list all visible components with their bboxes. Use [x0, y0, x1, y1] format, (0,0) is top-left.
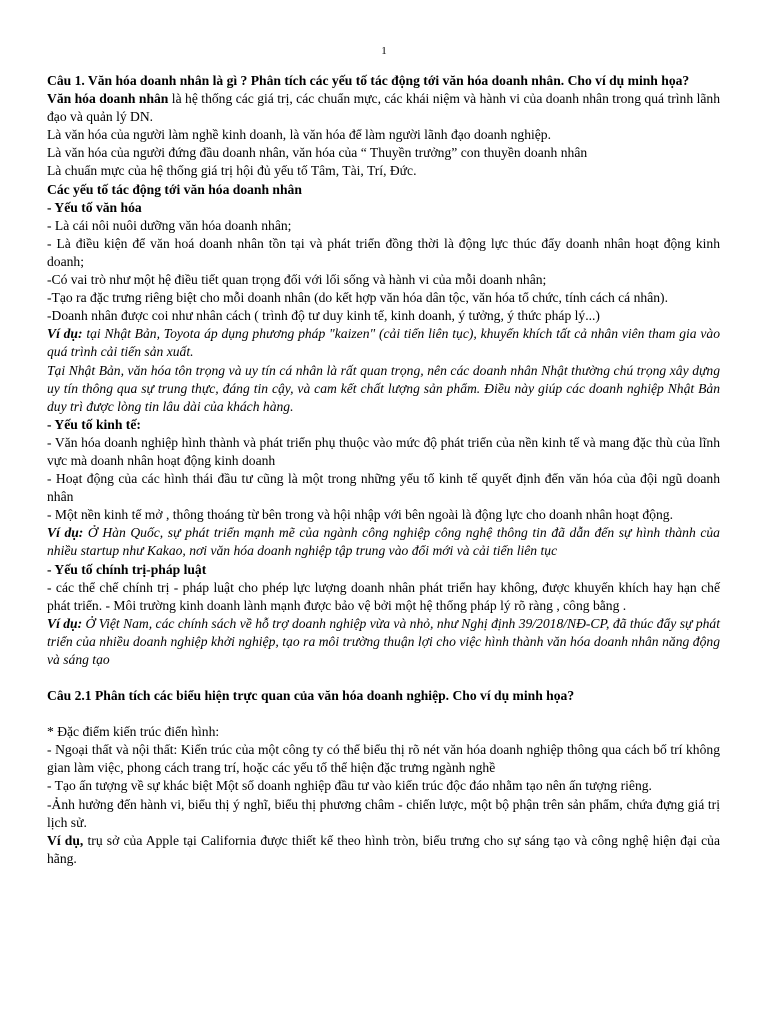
example-text: Ở Việt Nam, các chính sách về hỗ trợ doanh nghiệp vừa và nhỏ, như Nghị định 39/2018/NĐ-CP, đã thúc đẩy sự phát triển của nhiều doanh nghiệp khởi nghiệp, tạo ra môi trường thuận lợi cho việc hình thành văn hóa doanh nhân năng động và sáng tạo — [47, 615, 720, 667]
architecture-line: -Ảnh hưởng đến hành vi, biểu thị ý nghĩ, biểu thị phương châm - chiến lược, một bộ phận trên sản phẩm, chứa đựng giá trị lịch sử. — [47, 796, 720, 830]
section-gap — [47, 669, 720, 687]
architecture-example — [47, 832, 720, 868]
example-text: Ở Hàn Quốc, sự phát triển mạnh mẽ của ngành công nghiệp công nghệ thông tin đã dẫn đến sự hình thành của nhiều startup như Kakao, nơi văn hóa doanh nghiệp tập trung vào đổi mới và cải tiến liên tục — [47, 525, 720, 559]
definition-text: là hệ thống các giá trị, các chuẩn mực, các khái niệm và hành vi của doanh nhân trong quá trình lãnh đạo và quản lý DN. — [47, 91, 720, 125]
example-label: Ví dụ: — [47, 326, 83, 342]
question-2-title: Câu 2.1 Phân tích các biểu hiện trực quan của văn hóa doanh nghiệp. Cho ví dụ minh họa? — [47, 688, 575, 704]
page-content — [47, 72, 720, 868]
architecture-line: - Ngoại thất và nội thất: Kiến trúc của một công ty có thể biểu thị rõ nét văn hóa doanh nghiệp thông qua cách bố trí không gian làm việc, phong cách trang trí, hoặc các yếu tố thể hiện đặc trưng ngành nghề — [47, 742, 720, 776]
section-gap — [47, 705, 720, 723]
culture-line: -Tạo ra đặc trưng riêng biệt cho mỗi doanh nhân (do kết hợp văn hóa dân tộc, văn hóa tổ chức, tính cách cá nhân). — [47, 290, 668, 306]
culture-example-2: Tại Nhật Bản, văn hóa tôn trọng và uy tín cá nhân là rất quan trọng, nên các doanh nhân Nhật thường chú trọng xây dựng uy tín thông qua sự trung thực, đáng tin cậy, và cam kết chất lượng sản phẩm. Điều này giúp các doanh nghiệp Nhật Bản duy trì được lòng tin lâu dài của khách hàng. — [47, 362, 720, 414]
culture-line: - Là cái nôi nuôi dưỡng văn hóa doanh nhân; — [47, 217, 292, 233]
economy-line: - Văn hóa doanh nghiệp hình thành và phát triển phụ thuộc vào mức độ phát triển của nền kinh tế và mang đặc thù của lĩnh vực mà doanh nhân hoạt động kinh doanh — [47, 434, 720, 468]
economy-factor-heading: - Yếu tố kinh tế: — [47, 416, 141, 432]
culture-line: -Doanh nhân được coi như nhân cách ( trình độ tư duy kinh tế, kinh doanh, ý tưởng, ý thức pháp lý...) — [47, 308, 600, 324]
example-label: Ví dụ: — [47, 525, 84, 541]
culture-line: - Là điều kiện để văn hoá doanh nhân tồn tại và phát triển đồng thời là động lực thúc đẩy doanh nhân hoạt động kinh doanh; — [47, 235, 720, 269]
example-label: Ví dụ: — [47, 615, 83, 631]
definition-line-4: Là chuẩn mực của hệ thống giá trị hội đủ yếu tố Tâm, Tài, Trí, Đức. — [47, 163, 417, 179]
culture-example — [47, 325, 720, 361]
page-number: 1 — [381, 45, 387, 57]
economy-line: - Hoạt động của các hình thái đầu tư cũng là một trong những yếu tố kinh tế quyết định đến văn hóa của đội ngũ doanh nhân — [47, 471, 720, 505]
architecture-subheading: * Đặc điểm kiến trúc điển hình: — [47, 724, 220, 740]
politics-factor-heading: - Yếu tố chính trị-pháp luật — [47, 561, 207, 577]
definition-term: Văn hóa doanh nhân — [47, 91, 169, 107]
question-1-title: Câu 1. Văn hóa doanh nhân là gì ? Phân tích các yếu tố tác động tới văn hóa doanh nhân. Cho ví dụ minh họa? — [47, 73, 690, 88]
economy-example — [47, 524, 720, 560]
culture-line: -Có vai trò như một hệ điều tiết quan trọng đối với lối sống và hành vi của mỗi doanh nhân; — [47, 272, 547, 288]
culture-factor-heading: - Yếu tố văn hóa — [47, 199, 142, 215]
economy-line: - Một nền kinh tế mở , thông thoáng từ bên trong và hội nhập với bên ngoài là động lực cho doanh nhân hoạt động. — [47, 507, 673, 523]
factors-heading: Các yếu tố tác động tới văn hóa doanh nhân — [47, 181, 302, 197]
politics-line: - các thể chế chính trị - pháp luật cho phép lực lượng doanh nhân phát triển hay không, được khuyến khích hay hạn chế phát triển. - Môi trường kinh doanh lành mạnh được bảo vệ bởi một hệ thống pháp lý rõ ràng , công bằng . — [47, 579, 720, 613]
example-text: trụ sở của Apple tại California được thiết kế theo hình tròn, biểu trưng cho sự sáng tạo và công nghệ hiện đại của hãng. — [47, 832, 720, 866]
definition-line-3: Là văn hóa của người đứng đầu doanh nhân, văn hóa của “ Thuyền trưởng” con thuyền doanh nhân — [47, 145, 588, 161]
architecture-line: - Tạo ấn tượng về sự khác biệt Một số doanh nghiệp đầu tư vào kiến trúc độc đáo nhằm tạo nên ấn tượng riêng. — [47, 778, 652, 794]
example-label: Ví dụ, — [47, 832, 84, 848]
definition-line-2: Là văn hóa của người làm nghề kinh doanh, là văn hóa để làm người lãnh đạo doanh nghiệp. — [47, 127, 552, 143]
politics-example — [47, 615, 720, 669]
definition-paragraph — [47, 90, 720, 126]
example-text: tại Nhật Bản, Toyota áp dụng phương pháp "kaizen" (cải tiến liên tục), khuyến khích tất cả nhân viên tham gia vào quá trình cải tiến sản xuất. — [47, 326, 720, 360]
